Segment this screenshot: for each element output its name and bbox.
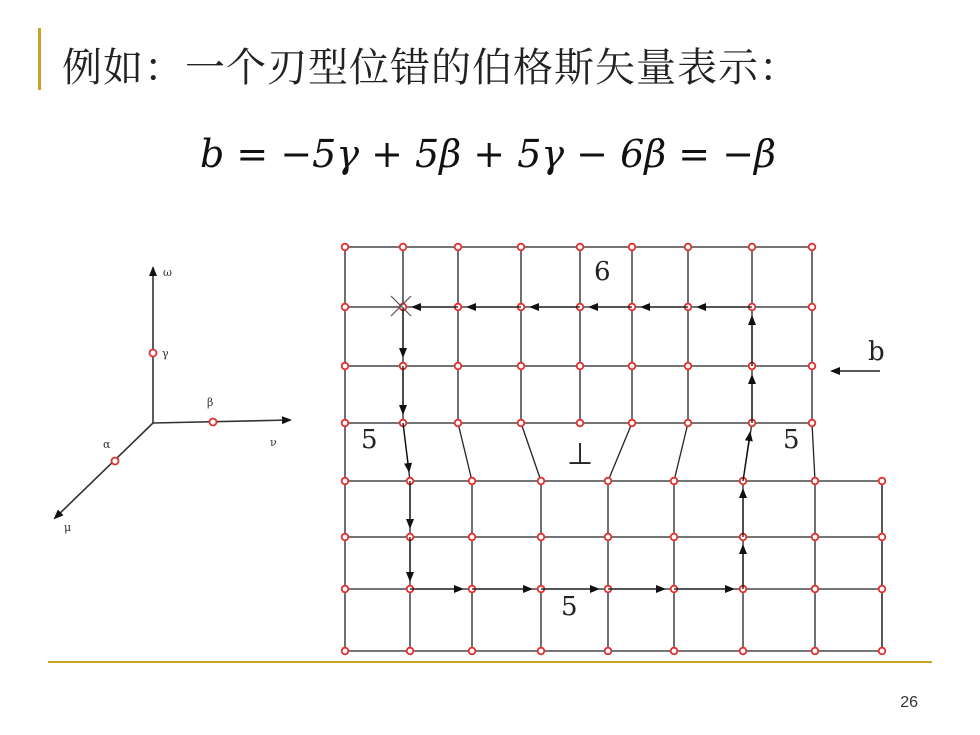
burgers-vector-label: b [868, 337, 885, 367]
lattice-node [812, 478, 819, 485]
lattice-node [605, 534, 612, 541]
nu-axis [153, 420, 290, 423]
lattice-node [879, 478, 886, 485]
lattice-node [518, 420, 525, 427]
lattice-node [879, 586, 886, 593]
lattice-nodes [342, 244, 886, 655]
lattice-node [342, 244, 349, 251]
lattice-connector-4 [608, 423, 632, 481]
lattice-node [809, 304, 816, 311]
lattice-node [518, 244, 525, 251]
lattice-node [629, 363, 636, 370]
lattice-node [629, 244, 636, 251]
lattice-node [469, 648, 476, 655]
circuit-arrow-up-3 [743, 433, 750, 481]
circuit-start-mark [391, 296, 411, 316]
count-left-label: 5 [361, 425, 378, 455]
lattice-node [629, 420, 636, 427]
lattice-node [455, 244, 462, 251]
page-number: 26 [900, 694, 918, 711]
lattice-node [400, 244, 407, 251]
lattice-node [749, 244, 756, 251]
gamma-point [150, 350, 157, 357]
lattice-node [809, 363, 816, 370]
count-top-label: 6 [594, 257, 611, 287]
lattice-node [469, 478, 476, 485]
lattice-node [455, 363, 462, 370]
lattice-node [577, 363, 584, 370]
lattice-node [812, 648, 819, 655]
lattice-node [809, 420, 816, 427]
lattice-node [342, 534, 349, 541]
nu-label: ν [270, 436, 277, 449]
alpha-label: α [103, 438, 111, 451]
lattice-node [671, 648, 678, 655]
lattice-node [577, 244, 584, 251]
lattice-node [538, 478, 545, 485]
count-right-label: 5 [783, 425, 800, 455]
lattice-connector-3 [521, 423, 541, 481]
lattice-connector-5 [674, 423, 688, 481]
lattice-node [809, 244, 816, 251]
lattice-node [407, 648, 414, 655]
footer-divider [48, 661, 932, 663]
lattice-node [342, 648, 349, 655]
lattice-node [879, 534, 886, 541]
lattice-node [538, 648, 545, 655]
lattice-node [671, 534, 678, 541]
lattice-node [455, 420, 462, 427]
beta-label: β [207, 396, 214, 409]
lattice-node [605, 478, 612, 485]
lattice-node [342, 478, 349, 485]
axes-diagram [55, 268, 290, 518]
lattice-node [605, 648, 612, 655]
lattice-node [879, 648, 886, 655]
lattice-connector-7 [812, 423, 815, 481]
lattice-node [342, 363, 349, 370]
lattice-node [538, 534, 545, 541]
mu-label: μ [64, 521, 72, 534]
alpha-point [112, 458, 119, 465]
lattice-node [577, 420, 584, 427]
lattice-node [518, 363, 525, 370]
lattice-node [671, 478, 678, 485]
beta-point [210, 419, 217, 426]
slide-title: 例如：一个刃型位错的伯格斯矢量表示： [62, 45, 800, 91]
lattice-node [685, 363, 692, 370]
lattice-node [342, 586, 349, 593]
lattice-node [740, 648, 747, 655]
lattice-connector-2 [458, 423, 472, 481]
burgers-formula: b = −5γ + 5β + 5γ − 6β = −β [200, 132, 777, 176]
lattice-node [342, 420, 349, 427]
lattice-node [469, 534, 476, 541]
lattice-node [685, 244, 692, 251]
lattice-node [812, 586, 819, 593]
lattice-node [685, 420, 692, 427]
dislocation-symbol: ⊥ [567, 437, 594, 472]
circuit-arrow-down-3 [403, 423, 409, 471]
lattice-node [342, 304, 349, 311]
gamma-label: γ [162, 347, 169, 360]
omega-label: ω [163, 266, 172, 279]
lattice-node [812, 534, 819, 541]
count-bottom-label: 5 [561, 592, 578, 622]
